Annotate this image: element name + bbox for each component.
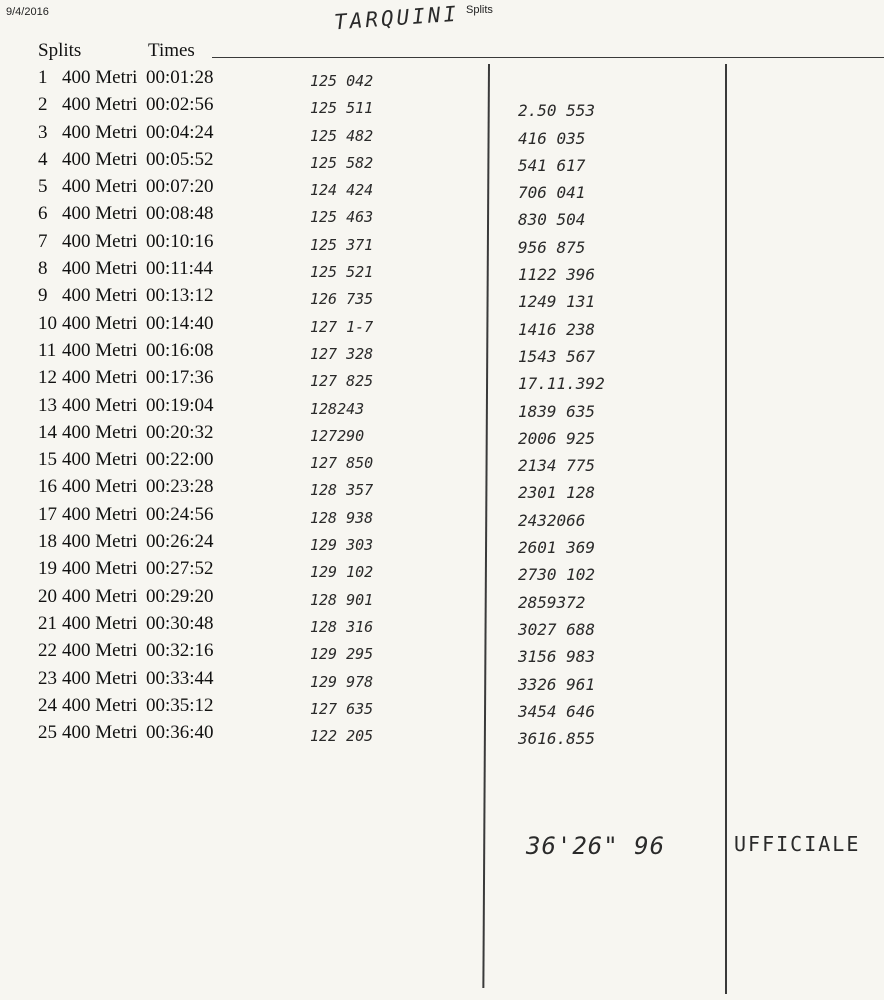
handwritten-cumulative-time: 956 875	[518, 237, 586, 257]
table-row	[38, 501, 858, 528]
split-time: 00:08:48	[146, 203, 214, 225]
handwritten-split-time: 128 901	[310, 590, 374, 609]
table-row	[38, 446, 858, 476]
split-number: 14	[38, 421, 57, 443]
handwritten-split-time: 129 978	[310, 672, 374, 691]
handwritten-split-time: 127 825	[310, 372, 374, 391]
split-number: 4	[38, 148, 48, 170]
handwritten-split-time: 127 328	[310, 344, 374, 363]
table-row	[38, 692, 858, 719]
handwritten-split-time: 129 295	[310, 645, 374, 664]
split-distance: 400 Metri	[62, 148, 138, 170]
table-row	[38, 64, 858, 91]
split-number: 6	[38, 203, 48, 225]
handwritten-cumulative-time: 17.11.392	[518, 374, 605, 394]
split-number: 7	[38, 230, 48, 252]
split-time: 00:05:52	[146, 148, 214, 170]
split-number: 18	[38, 531, 57, 553]
split-time: 00:32:16	[146, 640, 214, 662]
split-distance: 400 Metri	[62, 667, 138, 689]
split-distance: 400 Metri	[62, 258, 138, 280]
split-time: 00:11:44	[146, 258, 213, 280]
table-row	[38, 392, 858, 419]
handwritten-split-time: 125 482	[310, 126, 374, 145]
split-distance: 400 Metri	[62, 558, 138, 580]
handwritten-cumulative-time: 3027 688	[518, 619, 596, 639]
handwritten-split-time: 129 303	[310, 536, 374, 555]
split-distance: 400 Metri	[62, 394, 138, 416]
split-number: 23	[38, 667, 57, 689]
handwritten-split-time: 125 511	[310, 99, 374, 118]
handwritten-split-time: 127 1-7	[310, 317, 374, 336]
split-time: 00:30:48	[146, 612, 214, 634]
split-number: 9	[38, 285, 48, 307]
table-row	[38, 255, 858, 285]
handwritten-cumulative-time: 3326 961	[518, 674, 596, 694]
handwritten-split-time: 128 316	[310, 617, 374, 636]
handwritten-cumulative-time: 3616.855	[518, 729, 596, 749]
split-number: 13	[38, 394, 57, 416]
split-distance: 400 Metri	[62, 421, 138, 443]
handwritten-cumulative-time: 1249 131	[518, 292, 596, 312]
split-number: 16	[38, 476, 57, 498]
split-number: 15	[38, 449, 57, 471]
handwritten-cumulative-time: 2601 369	[518, 538, 596, 558]
split-distance: 400 Metri	[62, 67, 138, 88]
table-row	[38, 719, 858, 749]
split-distance: 400 Metri	[62, 476, 138, 498]
split-time: 00:24:56	[146, 503, 214, 525]
handwritten-split-time: 125 371	[310, 235, 374, 254]
split-distance: 400 Metri	[62, 121, 138, 143]
table-row	[38, 665, 858, 692]
split-number: 10	[38, 312, 57, 334]
handwritten-split-time: 129 102	[310, 563, 374, 582]
handwritten-cumulative-time: 2006 925	[518, 428, 596, 448]
split-distance: 400 Metri	[62, 531, 138, 553]
handwritten-cumulative-time: 830 504	[518, 210, 586, 230]
handwritten-split-time: 128243	[310, 399, 365, 418]
split-distance: 400 Metri	[62, 339, 138, 361]
table-row	[38, 310, 858, 337]
split-number: 12	[38, 367, 57, 389]
split-number: 17	[38, 503, 57, 525]
handwritten-cumulative-time: 2859372	[518, 592, 586, 612]
header-rule	[212, 57, 884, 58]
handwritten-split-time: 128 357	[310, 481, 374, 500]
split-number: 19	[38, 558, 57, 580]
split-time: 00:13:12	[146, 285, 214, 307]
split-time: 00:16:08	[146, 339, 214, 361]
table-row	[38, 555, 858, 585]
split-distance: 400 Metri	[62, 449, 138, 471]
split-time: 00:29:20	[146, 585, 214, 607]
table-row	[38, 528, 858, 558]
split-number: 22	[38, 640, 57, 662]
splits-table	[38, 64, 858, 749]
handwritten-split-time: 125 521	[310, 263, 374, 282]
split-distance: 400 Metri	[62, 612, 138, 634]
handwritten-cumulative-time: 416 035	[518, 128, 586, 148]
handwritten-cumulative-time: 2432066	[518, 510, 586, 530]
split-time: 00:10:16	[146, 230, 214, 252]
split-number: 11	[38, 339, 57, 361]
split-number: 21	[38, 612, 57, 634]
split-distance: 400 Metri	[62, 367, 138, 389]
print-title: Splits	[466, 4, 493, 16]
split-distance: 400 Metri	[62, 722, 138, 744]
split-distance: 400 Metri	[62, 640, 138, 662]
handwritten-cumulative-time: 1416 238	[518, 319, 596, 339]
handwritten-split-time: 125 463	[310, 208, 374, 227]
handwritten-split-time: 125 042	[310, 72, 374, 90]
table-row	[38, 228, 858, 255]
print-date: 9/4/2016	[6, 6, 49, 18]
table-row	[38, 419, 858, 446]
split-time: 00:19:04	[146, 394, 214, 416]
table-row	[38, 91, 858, 121]
split-number: 20	[38, 585, 57, 607]
split-time: 00:01:28	[146, 67, 214, 88]
split-time: 00:07:20	[146, 176, 214, 198]
split-distance: 400 Metri	[62, 230, 138, 252]
split-number: 25	[38, 722, 57, 744]
handwritten-total-time: 36'26" 96	[526, 832, 666, 860]
split-time: 00:14:40	[146, 312, 214, 334]
handwritten-split-time: 127 635	[310, 699, 374, 718]
table-row	[38, 146, 858, 173]
split-time: 00:35:12	[146, 694, 214, 716]
column-header-times: Times	[148, 40, 195, 61]
split-time: 00:26:24	[146, 531, 214, 553]
handwritten-split-time: 126 735	[310, 290, 374, 309]
handwritten-cumulative-time: 3156 983	[518, 647, 596, 667]
table-row	[38, 337, 858, 364]
handwritten-cumulative-time: 3454 646	[518, 701, 596, 721]
split-number: 2	[38, 94, 48, 116]
handwritten-cumulative-time: 1122 396	[518, 265, 596, 285]
split-distance: 400 Metri	[62, 694, 138, 716]
split-time: 00:02:56	[146, 94, 214, 116]
handwritten-official-label: UFFICIALE	[734, 832, 861, 856]
split-distance: 400 Metri	[62, 176, 138, 198]
split-time: 00:04:24	[146, 121, 214, 143]
split-distance: 400 Metri	[62, 203, 138, 225]
handwritten-athlete-name: TARQUINI	[333, 1, 460, 35]
handwritten-split-time: 124 424	[310, 181, 374, 200]
split-time: 00:22:00	[146, 449, 214, 471]
handwritten-split-time: 127 850	[310, 454, 374, 473]
split-number: 1	[38, 67, 48, 88]
table-row	[38, 200, 858, 230]
handwritten-cumulative-time: 706 041	[518, 183, 586, 203]
table-row	[38, 473, 858, 503]
split-time: 00:36:40	[146, 722, 214, 744]
split-distance: 400 Metri	[62, 585, 138, 607]
table-row	[38, 364, 858, 394]
handwritten-cumulative-time: 541 617	[518, 155, 586, 175]
table-row	[38, 637, 858, 667]
handwritten-cumulative-time: 2301 128	[518, 483, 596, 503]
table-row	[38, 282, 858, 312]
table-row	[38, 173, 858, 203]
handwritten-split-time: 128 938	[310, 508, 374, 527]
handwritten-cumulative-time: 2.50 553	[518, 101, 596, 121]
split-time: 00:27:52	[146, 558, 214, 580]
handwritten-cumulative-time: 1839 635	[518, 401, 596, 421]
handwritten-split-time: 125 582	[310, 153, 374, 172]
split-number: 24	[38, 694, 57, 716]
handwritten-cumulative-time: 2730 102	[518, 565, 596, 585]
handwritten-cumulative-time: 1543 567	[518, 346, 596, 366]
split-time: 00:17:36	[146, 367, 214, 389]
handwritten-split-time: 127290	[310, 426, 365, 445]
handwritten-split-time: 122 205	[310, 727, 374, 746]
split-distance: 400 Metri	[62, 285, 138, 307]
split-number: 3	[38, 121, 48, 143]
column-header-splits: Splits	[38, 40, 82, 61]
split-distance: 400 Metri	[62, 503, 138, 525]
split-number: 8	[38, 258, 48, 280]
split-number: 5	[38, 176, 48, 198]
split-time: 00:20:32	[146, 421, 214, 443]
split-distance: 400 Metri	[62, 94, 138, 116]
table-row	[38, 119, 858, 146]
table-row	[38, 583, 858, 610]
split-distance: 400 Metri	[62, 312, 138, 334]
split-time: 00:23:28	[146, 476, 214, 498]
split-time: 00:33:44	[146, 667, 214, 689]
handwritten-cumulative-time: 2134 775	[518, 456, 596, 476]
table-row	[38, 610, 858, 637]
